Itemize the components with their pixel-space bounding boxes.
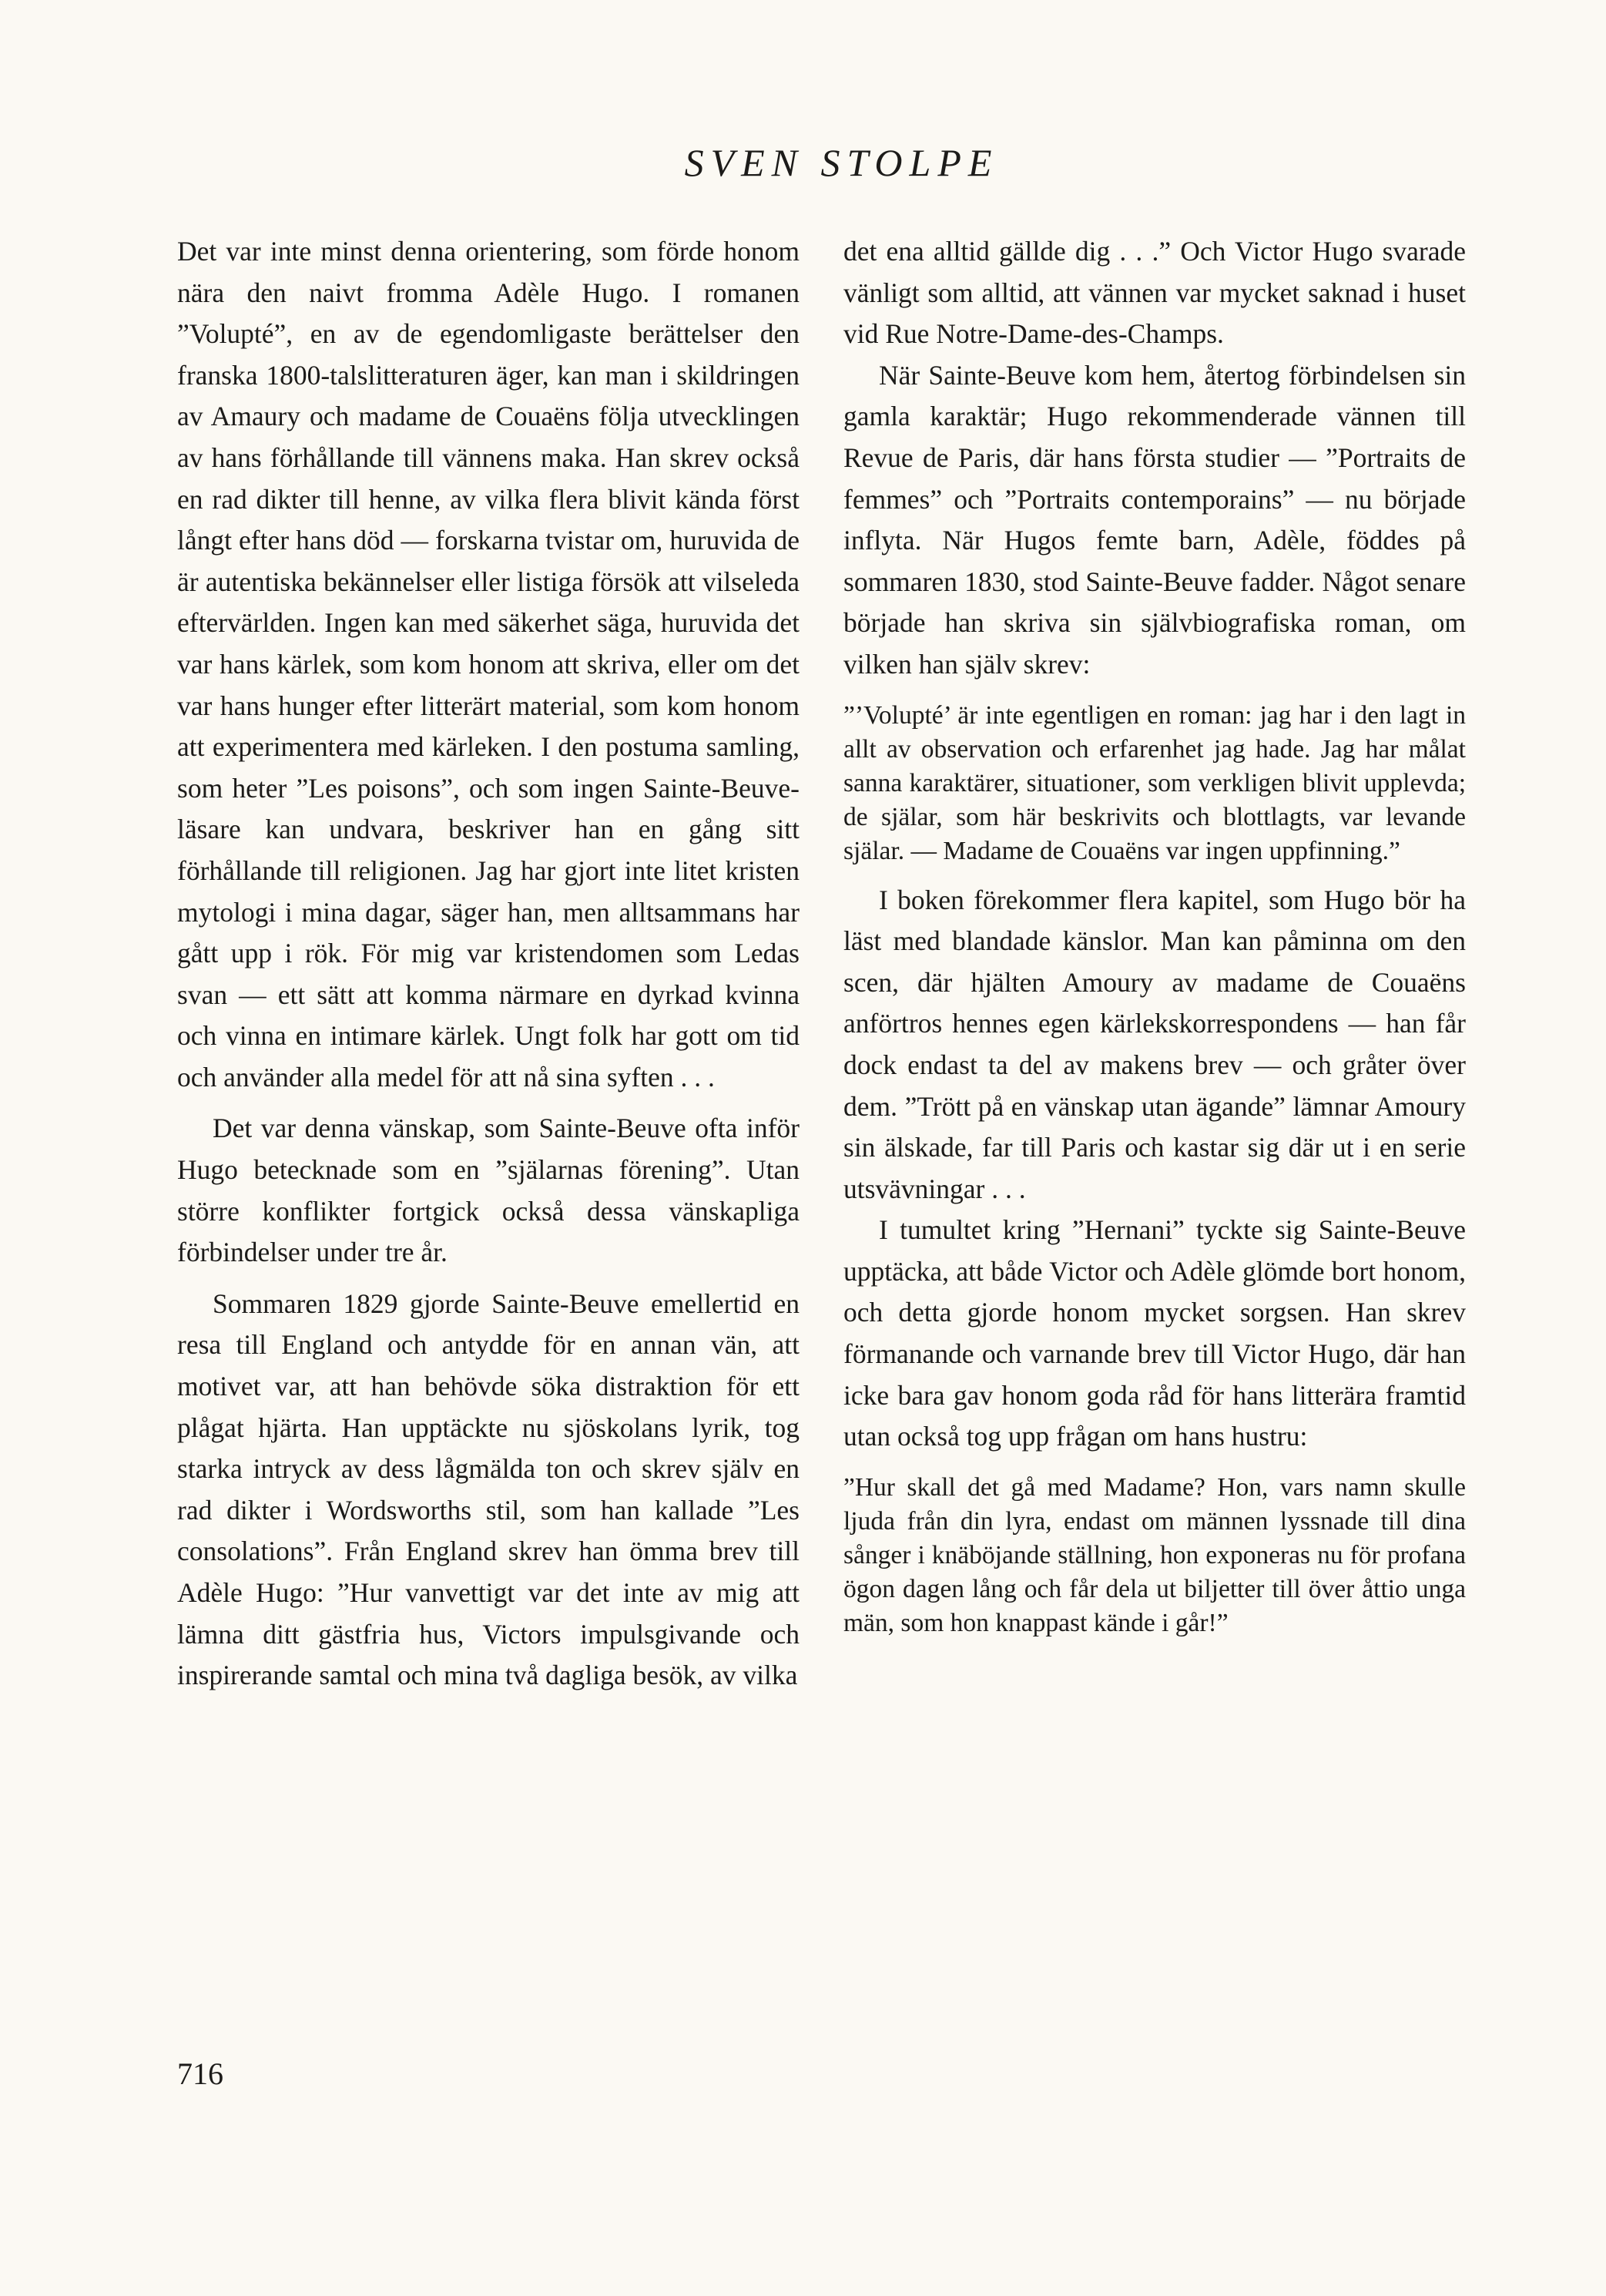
left-column	[177, 231, 800, 1697]
paragraph: det ena alltid gällde dig . . .” Och Victor Hugo svarade vänligt som alltid, att vännen var mycket saknad i huset vid Rue Notre-Dame-des-Champs.	[843, 236, 1466, 350]
paragraph: Sommaren 1829 gjorde Sainte-Beuve emellertid en resa till England och antydde för en annan vän, att motivet var, att han behövde söka distraktion för ett plågat hjärta. Han upptäckte nu sjöskolans lyrik, tog starka intryck av dess lågmälda ton och skrev själv en rad dikter i Wordsworths stil, som han kallade ”Les consolations”. Från England skrev han ömma brev till Adèle Hugo: ”Hur vanvettigt var det inte av mig att lämna ditt gästfria hus, Victors impulsgivande och inspirerande samtal och mina två dagliga besök, av vilka	[177, 1287, 800, 1691]
right-column	[843, 231, 1466, 1652]
paragraph: Det var denna vänskap, som Sainte-Beuve ofta inför Hugo betecknade som en ”själarnas förening”. Utan större konflikter fortgick också dessa vänskapliga förbindelser under tre år.	[177, 1113, 800, 1268]
running-header: SVEN STOLPE	[684, 141, 999, 184]
block-quote: ”’Volupté’ är inte egentligen en roman: jag har i den lagt in allt av observation och erfarenhet jag hade. Jag har målat sanna karaktärer, situationer, som verkligen blivit upplevda; de själar, som här beskrivits och blottlagts, var levande själar. — Madame de Couaëns var ingen uppfinning.”	[843, 700, 1466, 865]
paragraph: I boken förekommer flera kapitel, som Hugo bör ha läst med blandade känslor. Man kan påminna om den scen, där hjälten Amoury av madame de Couaëns anförtros hennes egen kärlekskorrespondens — han får dock endast ta del av makens brev — och gråter över dem. ”Trött på en vänskap utan ägande” lämnar Amoury sin älskade, far till Paris och kastar sig där ut i en serie utsvävningar . . .	[843, 884, 1466, 1204]
paragraph: När Sainte-Beuve kom hem, återtog förbindelsen sin gamla karaktär; Hugo rekommenderade vännen till Revue de Paris, där hans första studier — ”Portraits de femmes” och ”Portraits contemporains” — nu började inflyta. När Hugos femte barn, Adèle, föddes på sommaren 1830, stod Sainte-Beuve fadder. Något senare började han skriva sin självbiografiska roman, om vilken han själv skrev:	[843, 359, 1466, 680]
block-quote: ”Hur skall det gå med Madame? Hon, vars namn skulle ljuda från din lyra, endast om männen lyssnade till dina sånger i knäböjande ställning, hon exponeras nu för profana ögon dagen lång och får dela ut biljetter till över åttio unga män, som hon knappast kände i går!”	[843, 1472, 1466, 1637]
paragraph: Det var inte minst denna orientering, som förde honom nära den naivt fromma Adèle Hugo. I romanen ”Volupté”, en av de egendomligaste berättelser den franska 1800-talslitteraturen äger, kan man i skildringen av Amaury och madame de Couaëns följa utvecklingen av hans förhållande till vännens maka. Han skrev också en rad dikter till henne, av vilka flera blivit kända först långt efter hans död — forskarna tvistar om, huruvida de är autentiska bekännelser eller listiga försök att vilseleda eftervärlden. Ingen kan med säkerhet säga, huruvida det var hans kärlek, som kom honom att skriva, eller om det var hans hunger efter litterärt material, som kom honom att experimentera med kärleken. I den postuma samling, som heter ”Les poisons”, och som ingen Sainte-Beuve-läsare kan undvara, beskriver han en gång sitt förhållande till religionen. Jag har gjort inte litet kristen mytologi i mina dagar, säger han, men alltsammans har gått upp i rök. För mig var kristendomen som Ledas svan — ett sätt att komma närmare en dyrkad kvinna och vinna en intimare kärlek. Ungt folk har gott om tid och använder alla medel för att nå sina syften . . .	[177, 236, 800, 1093]
paragraph: I tumultet kring ”Hernani” tyckte sig Sainte-Beuve upptäcka, att både Victor och Adèle glömde bort honom, och detta gjorde honom mycket sorgsen. Han skrev förmanande och varnande brev till Victor Hugo, där han icke bara gav honom goda råd för hans litterära framtid utan också tog upp frågan om hans hustru:	[843, 1214, 1466, 1452]
page-number: 716	[177, 2056, 223, 2091]
